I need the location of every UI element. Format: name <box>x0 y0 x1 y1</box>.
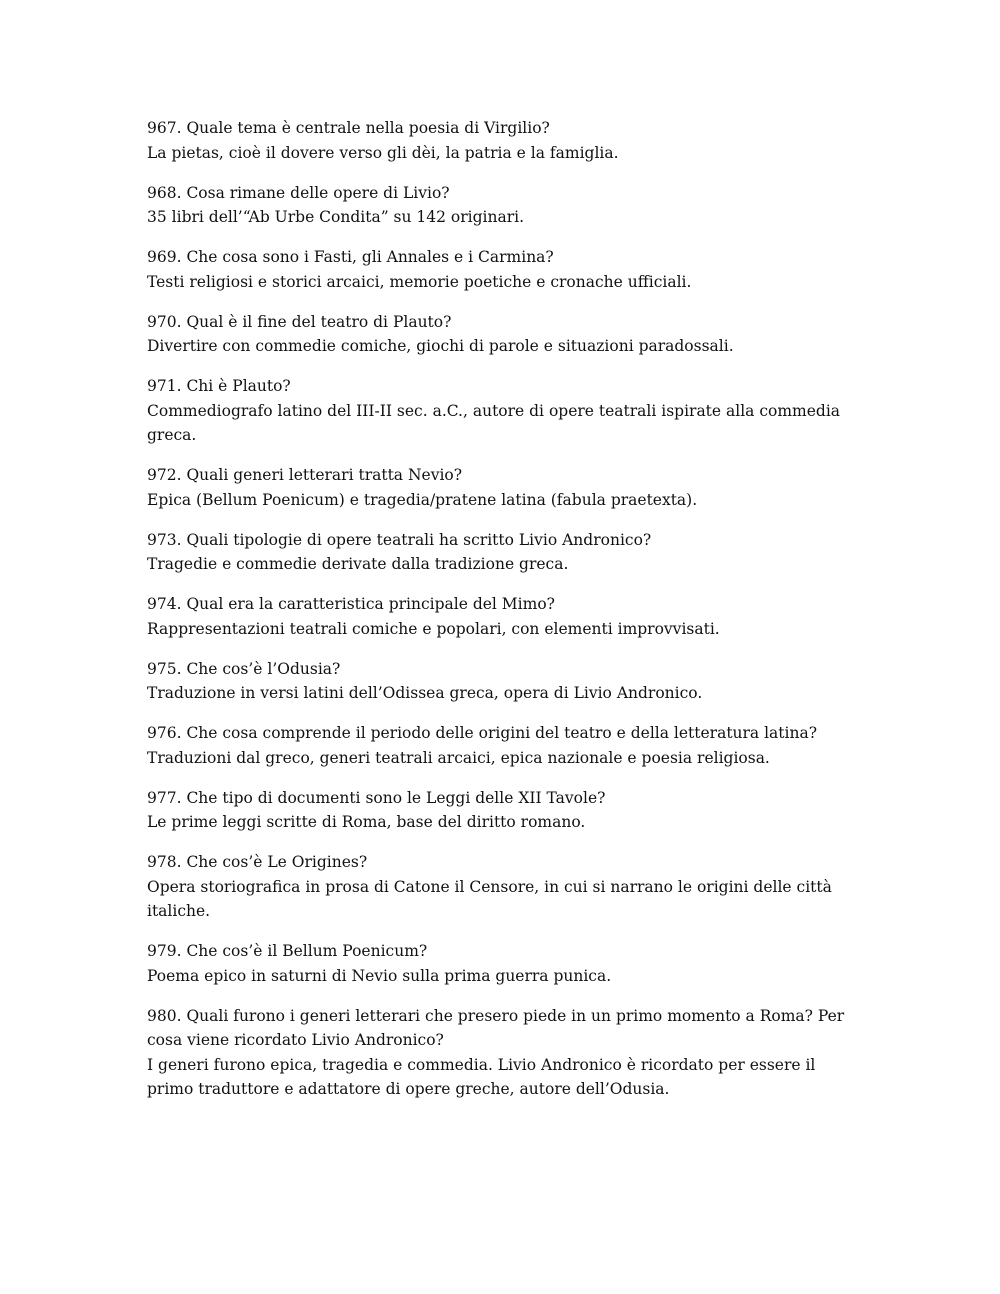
qa-item-970 <box>147 310 847 359</box>
answer-text: La pietas, cioè il dovere verso gli dèi, la patria e la famiglia. <box>147 143 619 162</box>
question-text: 967. Quale tema è centrale nella poesia di Virgilio? <box>147 119 550 137</box>
qa-item-978 <box>147 850 847 924</box>
qa-item-975 <box>147 657 847 706</box>
question-text: 971. Chi è Plauto? <box>147 377 291 395</box>
answer-text: Commediografo latino del III-II sec. a.C., autore di opere teatrali ispirate alla commedia greca. <box>147 401 841 444</box>
answer-text: I generi furono epica, tragedia e commedia. Livio Andronico è ricordato per essere il primo traduttore e adattatore di opere greche, autore dell’Odusia. <box>147 1055 816 1098</box>
question-text: 972. Quali generi letterari tratta Nevio? <box>147 466 463 484</box>
answer-text: Divertire con commedie comiche, giochi di parole e situazioni paradossali. <box>147 337 734 355</box>
qa-item-976 <box>147 721 847 770</box>
answer-text: Traduzioni dal greco, generi teatrali arcaici, epica nazionale e poesia religiosa. <box>147 748 770 767</box>
question-text: 980. Quali furono i generi letterari che presero piede in un primo momento a Roma? Per cosa viene ricordato Livio Andronico? <box>147 1006 845 1049</box>
question-text: 979. Che cos’è il Bellum Poenicum? <box>147 942 428 960</box>
qa-item-977 <box>147 786 847 835</box>
answer-text: 35 libri dell’“Ab Urbe Condita” su 142 originari. <box>147 208 525 226</box>
qa-item-967 <box>147 116 847 165</box>
answer-text: Rappresentazioni teatrali comiche e popolari, con elementi improvvisati. <box>147 619 720 638</box>
answer-text: Traduzione in versi latini dell’Odissea greca, opera di Livio Andronico. <box>147 684 703 702</box>
qa-item-979 <box>147 939 847 988</box>
qa-item-968 <box>147 181 847 230</box>
question-text: 974. Qual era la caratteristica principale del Mimo? <box>147 595 555 613</box>
question-text: 970. Qual è il fine del teatro di Plauto? <box>147 312 452 331</box>
question-text: 975. Che cos’è l’Odusia? <box>147 659 341 678</box>
question-text: 976. Che cosa comprende il periodo delle origini del teatro e della letteratura latina? <box>147 724 818 742</box>
qa-item-972 <box>147 463 847 512</box>
answer-text: Poema epico in saturni di Nevio sulla prima guerra punica. <box>147 966 612 985</box>
document-page <box>147 116 847 1117</box>
qa-item-973 <box>147 528 847 577</box>
question-text: 969. Che cosa sono i Fasti, gli Annales e i Carmina? <box>147 248 554 266</box>
answer-text: Le prime leggi scritte di Roma, base del diritto romano. <box>147 813 586 831</box>
question-text: 973. Quali tipologie di opere teatrali ha scritto Livio Andronico? <box>147 530 652 549</box>
answer-text: Testi religiosi e storici arcaici, memorie poetiche e cronache ufficiali. <box>147 272 692 291</box>
answer-text: Tragedie e commedie derivate dalla tradizione greca. <box>147 555 569 573</box>
qa-item-969 <box>147 245 847 294</box>
answer-text: Opera storiografica in prosa di Catone il Censore, in cui si narrano le origini delle città italiche. <box>147 877 832 920</box>
question-text: 978. Che cos’è Le Origines? <box>147 853 368 871</box>
qa-item-980 <box>147 1004 847 1102</box>
qa-item-974 <box>147 592 847 641</box>
question-text: 968. Cosa rimane delle opere di Livio? <box>147 183 450 202</box>
answer-text: Epica (Bellum Poenicum) e tragedia/pratene latina (fabula praetexta). <box>147 490 698 509</box>
qa-item-971 <box>147 374 847 448</box>
question-text: 977. Che tipo di documenti sono le Leggi delle XII Tavole? <box>147 788 606 807</box>
